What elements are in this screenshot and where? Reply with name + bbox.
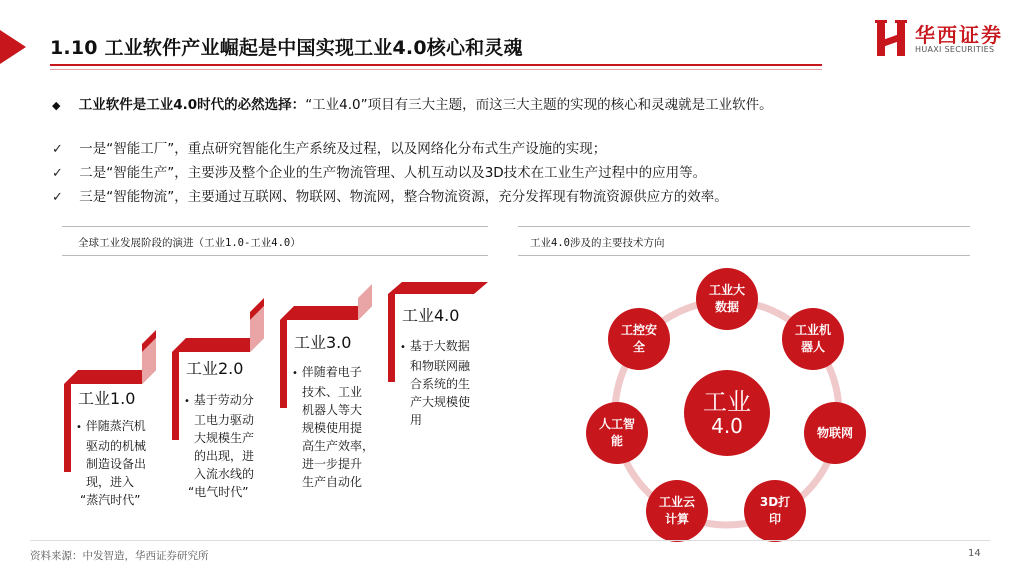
right-caption-underline — [518, 255, 970, 256]
footer-divider — [30, 540, 990, 541]
desc-line: 产大规模使 — [410, 395, 471, 409]
stage-4-bar — [388, 294, 395, 382]
desc-line: 现，进入 — [86, 475, 135, 489]
desc-line: 高生产效率， — [302, 439, 375, 453]
desc-line: 进一步提升 — [302, 457, 363, 471]
node-industrial-cloud: 工业云计算 — [646, 480, 708, 542]
theme-item — [52, 161, 706, 181]
desc-line: 用 — [410, 413, 423, 427]
desc-line: 技术、工业 — [302, 385, 363, 399]
stage-3-label: 工业3.0 — [294, 333, 352, 352]
stage-1-bar — [64, 384, 71, 472]
node-industrial-robot: 工业机器人 — [782, 308, 844, 370]
desc-line: 工电力驱动 — [194, 413, 255, 427]
stage-1-label: 工业1.0 — [78, 389, 136, 408]
node-3d-printing: 3D打印 — [744, 480, 806, 542]
desc-line: 大规模生产 — [194, 431, 255, 445]
left-caption-topline — [62, 226, 488, 227]
header-accent-triangle — [0, 30, 26, 64]
theme-text: 三是“智能物流”，主要通过互联网、物联网、物流网，整合物流资源，充分发挥现有物流资源供应方的效率。 — [79, 189, 728, 205]
source-note: 资料来源：中发智造，华西证券研究所 — [30, 550, 209, 562]
diamond-bullet-icon: ◆ — [52, 99, 61, 112]
desc-line: 基于劳动分 — [193, 393, 254, 407]
brand-logo — [875, 18, 1005, 58]
stage-3-bar — [280, 320, 287, 408]
header-divider-thin — [50, 69, 822, 70]
desc-line: 伴随着电子 — [301, 365, 362, 379]
bullet-dot-icon: • — [184, 396, 190, 407]
stair-step-3-side — [358, 284, 372, 320]
header-divider — [50, 64, 822, 66]
logo-name-cn: 华西证券 — [915, 23, 1003, 47]
desc-line: 机器人等大 — [302, 403, 363, 417]
left-caption-underline — [62, 255, 488, 256]
center-node — [684, 370, 770, 456]
desc-line: 驱动的机械 — [86, 439, 147, 453]
check-icon: ✓ — [52, 142, 63, 157]
bullet-dot-icon: • — [400, 342, 406, 353]
node-iot: 物联网 — [804, 402, 866, 464]
stage-4-label: 工业4.0 — [402, 306, 460, 325]
stage-2-description — [184, 391, 276, 501]
desc-line: 制造设备出 — [86, 457, 147, 471]
intro-bullet — [52, 93, 773, 113]
check-icon: ✓ — [52, 190, 63, 205]
desc-line: 合系统的生 — [410, 377, 471, 391]
page-title: 1.10 工业软件产业崛起是中国实现工业4.0核心和灵魂 — [50, 37, 523, 59]
desc-line: 的出现，进 — [194, 449, 255, 463]
stage-1-description — [76, 417, 166, 509]
theme-item — [52, 185, 728, 205]
stage-2-bar — [172, 352, 179, 440]
right-caption-topline — [518, 226, 970, 227]
left-section-caption: 全球工业发展阶段的演进（工业1.0-工业4.0） — [78, 237, 301, 249]
desc-line: “电气时代” — [188, 485, 249, 499]
center-line-1: 工业 — [703, 388, 751, 416]
desc-line: 基于大数据 — [409, 339, 470, 353]
stage-2-label: 工业2.0 — [186, 359, 244, 378]
page-number: 14 — [968, 548, 981, 559]
theme-item — [52, 137, 606, 157]
stair-step-4 — [388, 282, 488, 294]
node-industrial-control-security: 工控安全 — [608, 308, 670, 370]
node-ai: 人工智能 — [586, 402, 648, 464]
check-icon: ✓ — [52, 166, 63, 181]
stage-3-description — [292, 363, 388, 491]
desc-line: “蒸汽时代” — [80, 493, 141, 507]
bullet-dot-icon: • — [76, 422, 82, 433]
theme-text: 二是“智能生产”，主要涉及整个企业的生产物流管理、人机互动以及3D技术在工业生产过程中的应用等。 — [79, 165, 707, 181]
logo-name-en: HUAXI SECURITIES — [915, 45, 995, 54]
node-industrial-big-data: 工业大数据 — [696, 268, 758, 330]
desc-line: 入流水线的 — [194, 467, 255, 481]
desc-line: 生产自动化 — [302, 475, 363, 489]
intro-lead: 工业软件是工业4.0时代的必然选择： — [78, 97, 306, 113]
center-line-2: 4.0 — [711, 414, 743, 438]
theme-text: 一是“智能工厂”，重点研究智能化生产系统及过程，以及网络化分布式生产设施的实现； — [79, 141, 607, 157]
logo-mark-icon — [875, 18, 909, 58]
desc-line: 规模使用提 — [302, 421, 363, 435]
stage-4-description — [400, 337, 490, 429]
intro-text: “工业4.0”项目有三大主题，而这三大主题的实现的核心和灵魂就是工业软件。 — [305, 97, 773, 113]
right-section-caption: 工业4.0涉及的主要技术方向 — [530, 237, 665, 249]
desc-line: 伴随蒸汽机 — [85, 419, 146, 433]
bullet-dot-icon: • — [292, 368, 298, 379]
desc-line: 和物联网融 — [410, 359, 471, 373]
